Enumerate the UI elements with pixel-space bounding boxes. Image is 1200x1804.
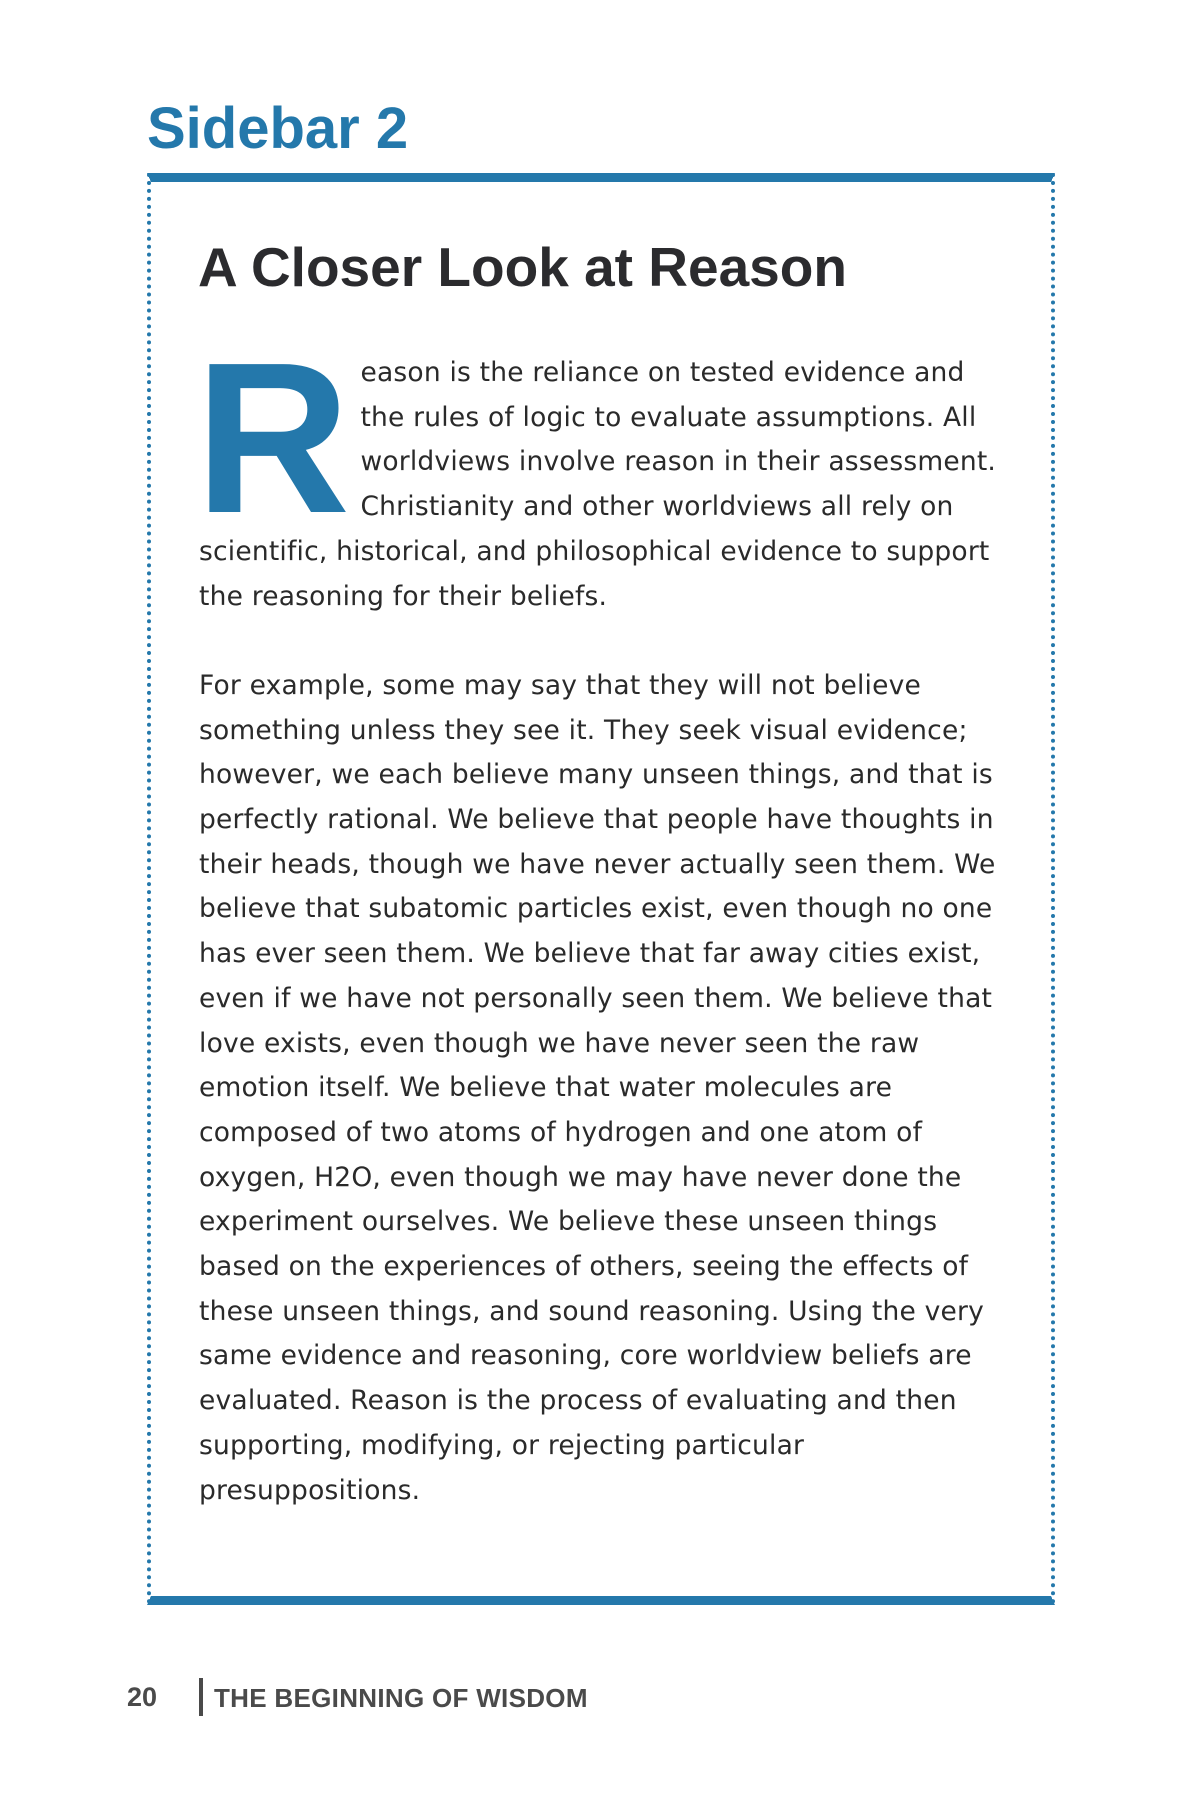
sidebar-box [147,173,1055,1605]
paragraph-intro [195,317,1014,619]
paragraph-intro-text: eason is the reliance on tested evidence and the rules of logic to evaluate assumptions. All worldviews involve reason in their assessment. Christianity and other worldviews all rely on scientific, historical, and philosophical evidence to support the reasoning for their beliefs. [199,357,997,612]
running-title: THE BEGINNING OF WISDOM [214,1683,588,1713]
paragraph-example: For example, some may say that they will not believe something unless they see it. They seek visual evidence; however, we each believe many unseen things, and that is perfectly rational. We believe that people have thoughts in their heads, though we have never actually seen them. We believe that subatomic particles exist, even though no one has ever seen them. We believe that far away cities exist, even if we have not personally seen them. We believe that love exists, even though we have never seen the raw emotion itself. We believe that water molecules are composed of two atoms of hydrogen and one atom of oxygen, H2O, even though we may have never done the experiment ourselves. We believe these unseen things based on the experiences of others, seeing the effects of these unseen things, and sound reasoning. Using the very same evidence and reasoning, core worldview beliefs are evaluated. Reason is the process of evaluating and then supporting, modifying, or rejecting particular presuppositions. [199,669,996,1506]
sidebar-label: Sidebar 2 [147,96,409,161]
footer-divider [199,1678,203,1716]
page-number: 20 [127,1682,158,1712]
drop-cap: R [195,317,351,558]
sidebar-body [195,317,1014,1513]
sidebar-title: A Closer Look at Reason [198,236,847,298]
